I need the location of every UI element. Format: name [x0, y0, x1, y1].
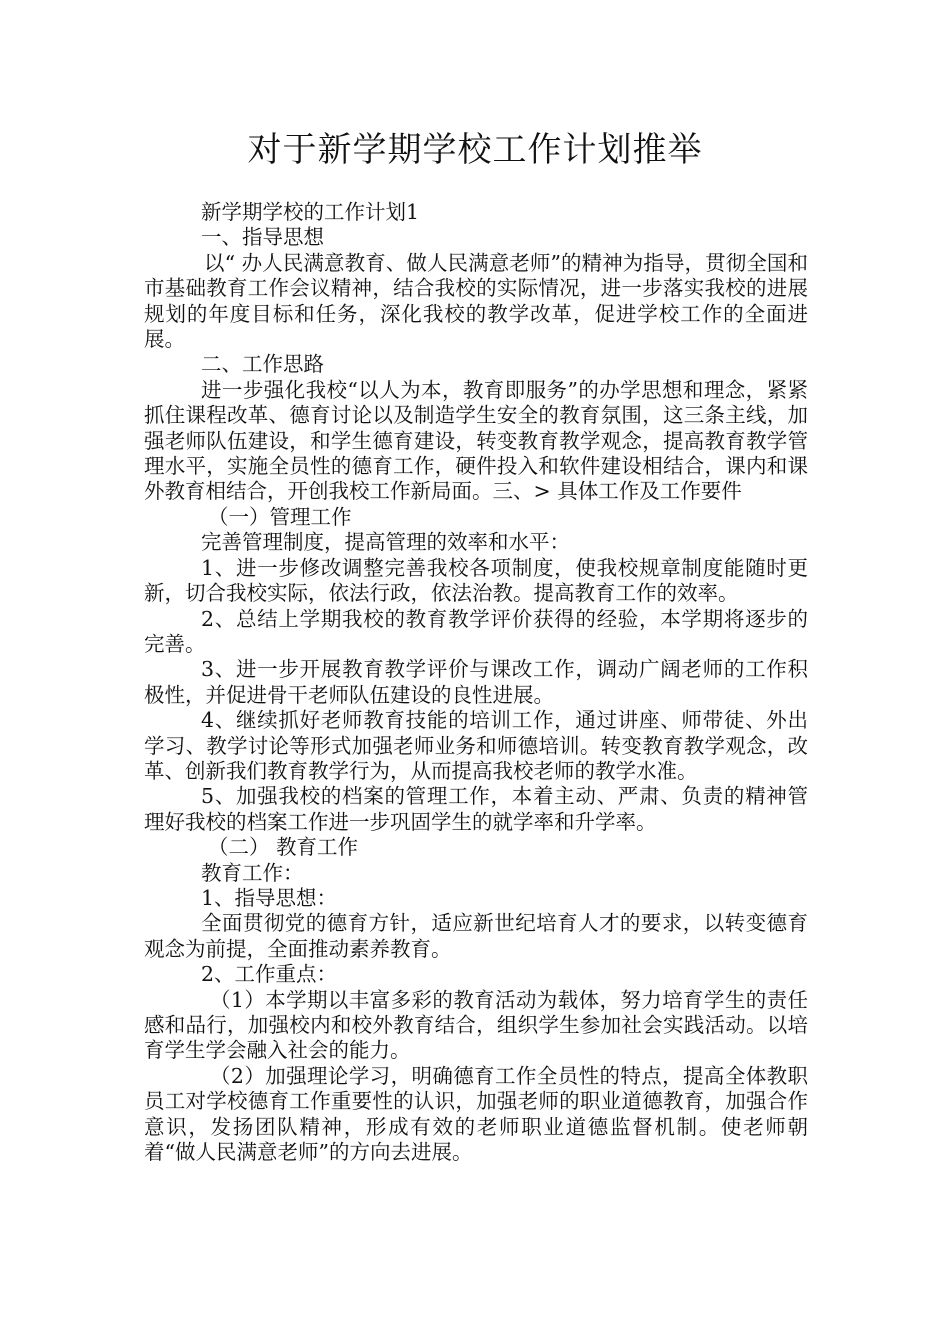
section-subtitle: 新学期学校的工作计划1 — [201, 200, 420, 224]
section-heading: 二、工作思路 — [201, 352, 324, 377]
paragraph: 完善管理制度，提高管理的效率和水平： — [201, 530, 570, 555]
document-title: 对于新学期学校工作计划推举 — [247, 130, 703, 170]
list-item: 4、继续抓好老师教育技能的培训工作，通过讲座、师带徒、外出学习、教学讨论等形式加强老师业务和师德培训。转变教育教学观念，改革、创新我们教育教学行为，从而提高我校老师的教学水准。 — [144, 708, 808, 783]
list-item: （2）加强理论学习，明确德育工作全员性的特点，提高全体教职员工对学校德育工作重要性的认识，加强老师的职业道德教育，加强合作意识，发扬团队精神，形成有效的老师职业道德监督机制。使老师朝着“做人民满意老师”的方向去进展。 — [144, 1063, 808, 1165]
section-heading: （二） 教育工作 — [208, 835, 359, 860]
list-item: 5、加强我校的档案的管理工作，本着主动、严肃、负责的精神管理好我校的档案工作进一步巩固学生的就学率和升学率。 — [144, 784, 808, 834]
paragraph: 全面贯彻党的德育方针，适应新世纪培育人才的要求，以转变德育观念为前提，全面推动素养教育。 — [144, 911, 808, 961]
list-item: 2、总结上学期我校的教育教学评价获得的经验，本学期将逐步的完善。 — [144, 606, 808, 656]
section-heading: （一）管理工作 — [208, 504, 352, 529]
list-item: 3、进一步开展教育教学评价与课改工作，调动广阔老师的工作积极性，并促进骨干老师队伍建设的良性进展。 — [144, 657, 808, 707]
paragraph: 进一步强化我校“以人为本，教育即服务”的办学思想和理念，紧紧抓住课程改革、德育讨论以及制造学生安全的教育氛围，这三条主线，加强老师队伍建设，和学生德育建设，转变教育教学观念，提高教育教学管理水平，实施全员性的德育工作，硬件投入和软件建设相结合，课内和课外教育相结合，开创我校工作新局面。三、> 具体工作及工作要件 — [144, 377, 808, 504]
paragraph: 教育工作： — [201, 860, 304, 885]
list-item: （1）本学期以丰富多彩的教育活动为载体，努力培育学生的责任感和品行，加强校内和校外教育结合，组织学生参加社会实践活动。以培育学生学会融入社会的能力。 — [144, 987, 808, 1063]
document-body — [144, 200, 808, 1165]
section-heading: 一、指导思想 — [201, 225, 324, 250]
list-item: 2、工作重点： — [201, 962, 338, 987]
paragraph: 以“ 办人民满意教育、做人民满意老师”的精神为指导，贯彻全国和市基础教育工作会议精神，结合我校的实际情况，进一步落实我校的进展规划的年度目标和任务，深化我校的教学改革，促进学校工作的全面进展。 — [144, 250, 808, 352]
list-item: 1、指导思想： — [201, 885, 338, 910]
list-item: 1、进一步修改调整完善我校各项制度，使我校规章制度能随时更新，切合我校实际，依法行政，依法治教。提高教育工作的效率。 — [144, 555, 808, 606]
